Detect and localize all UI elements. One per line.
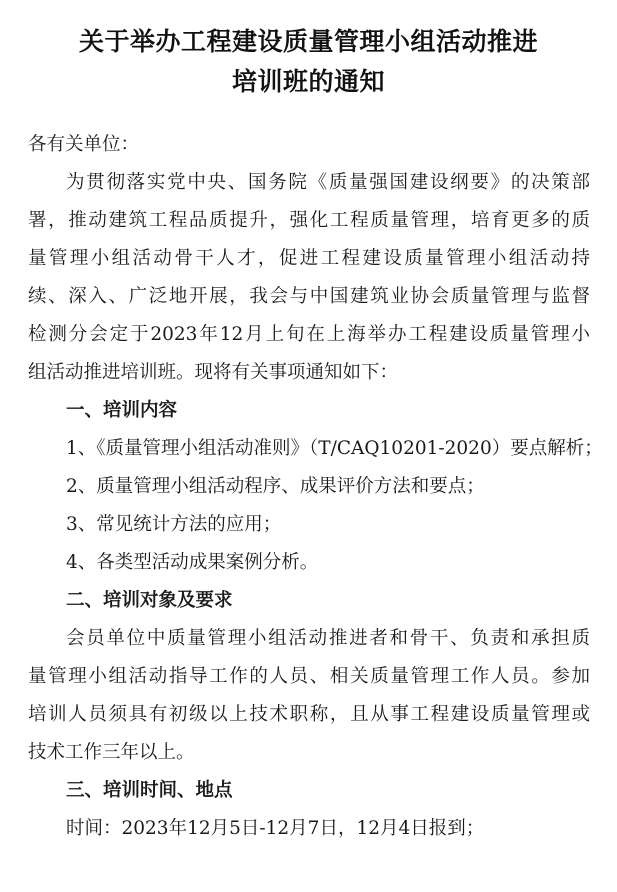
section-1-heading: 一、培训内容 xyxy=(66,400,178,421)
intro-line: 续、深入、广泛地开展，我会与中国建筑业协会质量管理与监督 xyxy=(28,286,590,307)
requirements-line: 会员单位中质量管理小组活动推进者和骨干、负责和承担质 xyxy=(66,628,590,649)
intro-line: 组活动推进培训班。现将有关事项通知如下： xyxy=(28,362,399,383)
intro-line: 量管理小组活动骨干人才，促进工程建设质量管理小组活动持 xyxy=(28,248,590,269)
title-line-2: 培训班的通知 xyxy=(231,67,385,96)
salutation: 各有关单位： xyxy=(28,134,140,155)
section-2-heading: 二、培训对象及要求 xyxy=(66,590,233,611)
section-3-heading: 三、培训时间、地点 xyxy=(66,780,233,801)
requirements-line: 培训人员须具有初级以上技术职称，且从事工程建设质量管理或 xyxy=(28,704,590,725)
content-item: 2、质量管理小组活动程序、成果评价方法和要点； xyxy=(66,476,485,497)
title-line-1: 关于举办工程建设质量管理小组活动推进 xyxy=(78,27,538,56)
content-item: 1、《质量管理小组活动准则》（T/CAQ10201-2020）要点解析； xyxy=(66,438,603,459)
content-item: 3、常见统计方法的应用； xyxy=(66,514,282,535)
intro-line: 署，推动建筑工程品质提升，强化工程质量管理，培育更多的质 xyxy=(28,210,590,231)
intro-line: 为贯彻落实党中央、国务院《质量强国建设纲要》的决策部 xyxy=(66,172,590,193)
content-item: 4、各类型活动成果案例分析。 xyxy=(66,552,319,573)
time-line: 时间：2023年12月5日-12月7日，12月4日报到； xyxy=(66,818,485,839)
requirements-line: 技术工作三年以上。 xyxy=(28,742,195,763)
intro-line: 检测分会定于2023年12月上旬在上海举办工程建设质量管理小 xyxy=(28,324,590,345)
requirements-line: 量管理小组活动指导工作的人员、相关质量管理工作人员。参加 xyxy=(28,666,590,687)
